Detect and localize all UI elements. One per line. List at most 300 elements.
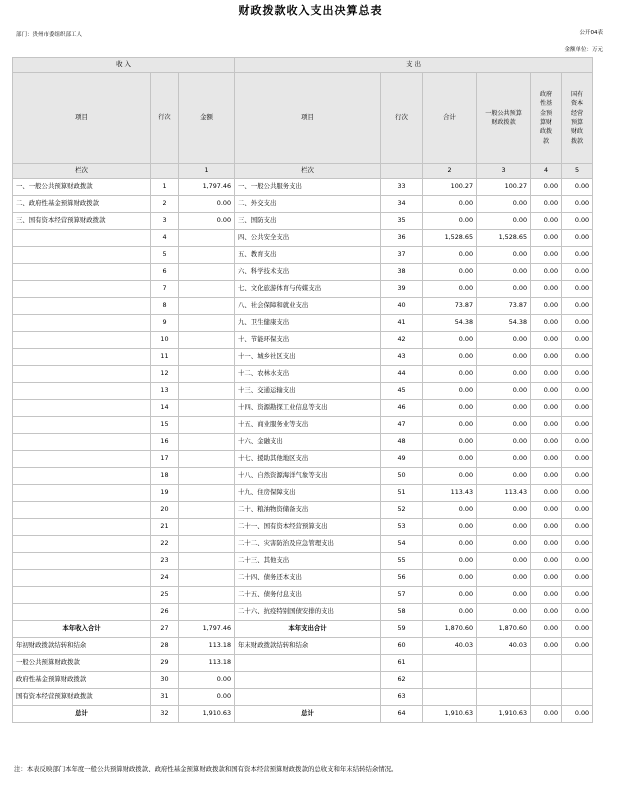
soe-capital-amount: 0.00 <box>562 247 593 264</box>
table-row <box>13 587 593 604</box>
gov-fund-amount: 0.00 <box>531 264 562 281</box>
gov-fund-amount: 0.00 <box>531 638 562 655</box>
expense-item: 十九、住房保障支出 <box>235 485 381 502</box>
income-item <box>13 298 151 315</box>
income-line: 1 <box>151 179 179 196</box>
income-line: 20 <box>151 502 179 519</box>
expense-line: 39 <box>381 281 423 298</box>
table-row <box>13 536 593 553</box>
soe-capital-amount: 0.00 <box>562 638 593 655</box>
expense-line: 58 <box>381 604 423 621</box>
col-number: 5 <box>562 164 593 179</box>
income-line: 16 <box>151 434 179 451</box>
gov-fund-amount: 0.00 <box>531 298 562 315</box>
table-row <box>13 281 593 298</box>
soe-capital-amount: 0.00 <box>562 196 593 213</box>
income-item <box>13 536 151 553</box>
income-amount <box>179 332 235 349</box>
income-line: 8 <box>151 298 179 315</box>
general-budget-header: 一般公共预算财政拨款 <box>477 73 531 164</box>
total-amount <box>423 689 477 706</box>
total-amount <box>423 655 477 672</box>
income-amount: 1,797.46 <box>179 179 235 196</box>
expense-item: 年末财政拨款结转和结余 <box>235 638 381 655</box>
total-amount: 0.00 <box>423 366 477 383</box>
income-amount <box>179 315 235 332</box>
form-code: 公开04表 <box>579 30 603 36</box>
soe-capital-amount: 0.00 <box>562 264 593 281</box>
expense-line: 44 <box>381 366 423 383</box>
expense-item: 十、节能环保支出 <box>235 332 381 349</box>
general-budget-amount: 1,910.63 <box>477 706 531 723</box>
expense-line: 48 <box>381 434 423 451</box>
soe-capital-amount: 0.00 <box>562 468 593 485</box>
general-budget-amount: 0.00 <box>477 519 531 536</box>
income-amount <box>179 502 235 519</box>
gov-fund-header: 政府性基金预算财政拨款 <box>531 73 562 164</box>
expense-line: 55 <box>381 553 423 570</box>
general-budget-amount: 0.00 <box>477 536 531 553</box>
total-amount: 113.43 <box>423 485 477 502</box>
income-item <box>13 417 151 434</box>
general-budget-amount: 0.00 <box>477 553 531 570</box>
general-budget-amount: 0.00 <box>477 570 531 587</box>
expense-line: 49 <box>381 451 423 468</box>
expense-line: 37 <box>381 247 423 264</box>
soe-capital-amount: 0.00 <box>562 570 593 587</box>
income-item <box>13 366 151 383</box>
expense-item: 五、教育支出 <box>235 247 381 264</box>
total-amount: 0.00 <box>423 281 477 298</box>
table-row <box>13 264 593 281</box>
income-amount: 1,910.63 <box>179 706 235 723</box>
table-row <box>13 553 593 570</box>
soe-capital-amount: 0.00 <box>562 502 593 519</box>
page-title: 财政拨款收入支出决算总表 <box>238 4 383 17</box>
gov-fund-amount: 0.00 <box>531 706 562 723</box>
soe-capital-amount: 0.00 <box>562 349 593 366</box>
income-amount-header: 金额 <box>179 73 235 164</box>
col-number: 4 <box>531 164 562 179</box>
income-item: 二、政府性基金预算财政拨款 <box>13 196 151 213</box>
table-row <box>13 655 593 672</box>
total-amount: 0.00 <box>423 587 477 604</box>
income-amount: 1,797.46 <box>179 621 235 638</box>
income-line-header: 行次 <box>151 73 179 164</box>
income-amount <box>179 383 235 400</box>
expense-item: 二十六、抗疫特别国债安排的支出 <box>235 604 381 621</box>
income-line: 12 <box>151 366 179 383</box>
col-number: 1 <box>179 164 235 179</box>
expense-item: 七、文化旅游体育与传媒支出 <box>235 281 381 298</box>
expense-item: 十一、城乡社区支出 <box>235 349 381 366</box>
table-row <box>13 332 593 349</box>
gov-fund-amount: 0.00 <box>531 621 562 638</box>
income-item: 国有资本经营预算财政拨款 <box>13 689 151 706</box>
total-amount: 40.03 <box>423 638 477 655</box>
soe-capital-amount: 0.00 <box>562 485 593 502</box>
expense-item: 二十、粮油物资储备支出 <box>235 502 381 519</box>
income-line: 9 <box>151 315 179 332</box>
total-amount: 0.00 <box>423 400 477 417</box>
income-item <box>13 468 151 485</box>
total-amount: 0.00 <box>423 417 477 434</box>
income-line: 19 <box>151 485 179 502</box>
expense-line: 50 <box>381 468 423 485</box>
general-budget-amount: 1,870.60 <box>477 621 531 638</box>
expense-item: 二十三、其他支出 <box>235 553 381 570</box>
gov-fund-amount: 0.00 <box>531 315 562 332</box>
income-item <box>13 553 151 570</box>
expense-line: 43 <box>381 349 423 366</box>
income-item <box>13 315 151 332</box>
income-item <box>13 349 151 366</box>
table-row <box>13 485 593 502</box>
total-amount: 0.00 <box>423 553 477 570</box>
general-budget-amount: 0.00 <box>477 451 531 468</box>
general-budget-amount <box>477 655 531 672</box>
income-item: 一般公共预算财政拨款 <box>13 655 151 672</box>
gov-fund-amount: 0.00 <box>531 587 562 604</box>
income-item: 本年收入合计 <box>13 621 151 638</box>
gov-fund-amount: 0.00 <box>531 519 562 536</box>
expense-item-header: 项目 <box>235 73 381 164</box>
income-amount <box>179 468 235 485</box>
soe-capital-amount: 0.00 <box>562 400 593 417</box>
income-amount: 0.00 <box>179 213 235 230</box>
expense-line-header: 行次 <box>381 73 423 164</box>
expense-line: 45 <box>381 383 423 400</box>
gov-fund-amount: 0.00 <box>531 604 562 621</box>
income-amount <box>179 587 235 604</box>
total-amount: 0.00 <box>423 383 477 400</box>
table-row <box>13 434 593 451</box>
income-amount <box>179 434 235 451</box>
expense-line: 61 <box>381 655 423 672</box>
table-row <box>13 400 593 417</box>
expense-item: 二、外交支出 <box>235 196 381 213</box>
income-item <box>13 264 151 281</box>
expense-line: 47 <box>381 417 423 434</box>
general-budget-amount: 54.38 <box>477 315 531 332</box>
general-budget-amount: 100.27 <box>477 179 531 196</box>
income-item <box>13 281 151 298</box>
general-budget-amount: 0.00 <box>477 247 531 264</box>
general-budget-amount <box>477 672 531 689</box>
expense-line: 56 <box>381 570 423 587</box>
income-amount <box>179 230 235 247</box>
soe-capital-amount: 0.00 <box>562 553 593 570</box>
income-line: 18 <box>151 468 179 485</box>
general-budget-amount: 0.00 <box>477 264 531 281</box>
department-label: 部门：贵州市委组织部工人 <box>16 32 83 38</box>
general-budget-amount: 0.00 <box>477 281 531 298</box>
income-amount <box>179 519 235 536</box>
soe-capital-amount: 0.00 <box>562 179 593 196</box>
gov-fund-amount <box>531 672 562 689</box>
col-number: 3 <box>477 164 531 179</box>
income-item <box>13 451 151 468</box>
income-line: 26 <box>151 604 179 621</box>
income-amount <box>179 553 235 570</box>
income-item <box>13 519 151 536</box>
income-amount <box>179 281 235 298</box>
general-budget-amount: 0.00 <box>477 417 531 434</box>
expense-item <box>235 655 381 672</box>
total-amount: 0.00 <box>423 434 477 451</box>
table-row <box>13 604 593 621</box>
expense-item: 十八、自然资源海洋气象等支出 <box>235 468 381 485</box>
lanci-label: 栏次 <box>235 164 381 179</box>
general-budget-amount: 113.43 <box>477 485 531 502</box>
income-amount <box>179 349 235 366</box>
table-row <box>13 213 593 230</box>
income-item: 一、一般公共预算财政拨款 <box>13 179 151 196</box>
gov-fund-amount: 0.00 <box>531 213 562 230</box>
income-amount <box>179 485 235 502</box>
total-amount: 0.00 <box>423 451 477 468</box>
income-amount <box>179 264 235 281</box>
total-amount: 100.27 <box>423 179 477 196</box>
gov-fund-amount: 0.00 <box>531 383 562 400</box>
expense-line: 34 <box>381 196 423 213</box>
expense-line: 59 <box>381 621 423 638</box>
total-amount: 0.00 <box>423 264 477 281</box>
soe-capital-amount: 0.00 <box>562 604 593 621</box>
expense-item <box>235 689 381 706</box>
soe-capital-amount: 0.00 <box>562 621 593 638</box>
income-amount: 113.18 <box>179 638 235 655</box>
gov-fund-amount: 0.00 <box>531 366 562 383</box>
total-amount: 0.00 <box>423 468 477 485</box>
general-budget-amount: 1,528.65 <box>477 230 531 247</box>
expense-item: 十四、资源勘探工业信息等支出 <box>235 400 381 417</box>
income-line: 6 <box>151 264 179 281</box>
soe-capital-amount: 0.00 <box>562 315 593 332</box>
income-line: 4 <box>151 230 179 247</box>
expense-line: 36 <box>381 230 423 247</box>
unit-label: 金额单位：万元 <box>564 47 603 53</box>
soe-capital-amount: 0.00 <box>562 230 593 247</box>
income-item <box>13 570 151 587</box>
income-line: 11 <box>151 349 179 366</box>
gov-fund-amount: 0.00 <box>531 247 562 264</box>
income-item: 年初财政拨款结转和结余 <box>13 638 151 655</box>
gov-fund-amount <box>531 655 562 672</box>
income-line: 15 <box>151 417 179 434</box>
income-line: 27 <box>151 621 179 638</box>
expense-line: 35 <box>381 213 423 230</box>
total-amount: 0.00 <box>423 536 477 553</box>
table-row <box>13 179 593 196</box>
soe-capital-amount: 0.00 <box>562 298 593 315</box>
expense-item: 十六、金融支出 <box>235 434 381 451</box>
table-row <box>13 570 593 587</box>
income-amount: 113.18 <box>179 655 235 672</box>
table-row <box>13 638 593 655</box>
income-item: 总计 <box>13 706 151 723</box>
income-item <box>13 604 151 621</box>
expense-line: 62 <box>381 672 423 689</box>
income-line: 28 <box>151 638 179 655</box>
table-row <box>13 706 593 723</box>
income-item <box>13 332 151 349</box>
gov-fund-amount: 0.00 <box>531 570 562 587</box>
table-row <box>13 349 593 366</box>
income-amount <box>179 604 235 621</box>
income-line: 2 <box>151 196 179 213</box>
total-amount <box>423 672 477 689</box>
expense-item: 八、社会保障和就业支出 <box>235 298 381 315</box>
gov-fund-amount: 0.00 <box>531 434 562 451</box>
income-amount <box>179 570 235 587</box>
total-amount: 0.00 <box>423 519 477 536</box>
income-header: 收 入 <box>13 58 235 73</box>
income-amount <box>179 400 235 417</box>
expense-line: 51 <box>381 485 423 502</box>
income-item <box>13 502 151 519</box>
table-row <box>13 315 593 332</box>
gov-fund-amount: 0.00 <box>531 417 562 434</box>
gov-fund-amount: 0.00 <box>531 179 562 196</box>
expense-item: 六、科学技术支出 <box>235 264 381 281</box>
income-line: 3 <box>151 213 179 230</box>
table-row <box>13 468 593 485</box>
income-item-header: 项目 <box>13 73 151 164</box>
income-item <box>13 587 151 604</box>
gov-fund-amount: 0.00 <box>531 451 562 468</box>
total-amount: 0.00 <box>423 502 477 519</box>
expense-item: 九、卫生健康支出 <box>235 315 381 332</box>
general-budget-amount: 0.00 <box>477 468 531 485</box>
table-row <box>13 451 593 468</box>
table-row <box>13 366 593 383</box>
expense-item: 十三、交通运输支出 <box>235 383 381 400</box>
gov-fund-amount <box>531 689 562 706</box>
income-line: 25 <box>151 587 179 604</box>
income-amount <box>179 298 235 315</box>
expense-line: 42 <box>381 332 423 349</box>
total-amount: 0.00 <box>423 332 477 349</box>
table-row <box>13 519 593 536</box>
income-item: 三、国有资本经营预算财政拨款 <box>13 213 151 230</box>
income-amount <box>179 247 235 264</box>
table-row <box>13 417 593 434</box>
table-row <box>13 196 593 213</box>
general-budget-amount: 40.03 <box>477 638 531 655</box>
income-line: 7 <box>151 281 179 298</box>
expense-item: 十七、援助其他地区支出 <box>235 451 381 468</box>
general-budget-amount: 0.00 <box>477 349 531 366</box>
total-amount: 0.00 <box>423 213 477 230</box>
soe-capital-amount: 0.00 <box>562 519 593 536</box>
expense-line: 41 <box>381 315 423 332</box>
table-row <box>13 383 593 400</box>
soe-capital-amount <box>562 672 593 689</box>
table-row <box>13 621 593 638</box>
income-line: 30 <box>151 672 179 689</box>
gov-fund-amount: 0.00 <box>531 468 562 485</box>
income-item <box>13 247 151 264</box>
expense-item: 三、国防支出 <box>235 213 381 230</box>
expense-line: 53 <box>381 519 423 536</box>
income-item: 政府性基金预算财政拨款 <box>13 672 151 689</box>
soe-capital-amount: 0.00 <box>562 281 593 298</box>
general-budget-amount: 0.00 <box>477 502 531 519</box>
soe-capital-amount: 0.00 <box>562 434 593 451</box>
income-line: 31 <box>151 689 179 706</box>
table-row <box>13 247 593 264</box>
general-budget-amount: 0.00 <box>477 196 531 213</box>
income-line: 13 <box>151 383 179 400</box>
table-row <box>13 502 593 519</box>
expense-line: 57 <box>381 587 423 604</box>
soe-capital-amount: 0.00 <box>562 383 593 400</box>
expense-item: 二十四、债务还本支出 <box>235 570 381 587</box>
general-budget-amount: 0.00 <box>477 604 531 621</box>
income-amount <box>179 417 235 434</box>
soe-capital-amount: 0.00 <box>562 366 593 383</box>
expense-line: 64 <box>381 706 423 723</box>
total-amount: 0.00 <box>423 349 477 366</box>
gov-fund-amount: 0.00 <box>531 400 562 417</box>
gov-fund-amount: 0.00 <box>531 332 562 349</box>
expense-item: 十二、农林水支出 <box>235 366 381 383</box>
gov-fund-amount: 0.00 <box>531 553 562 570</box>
income-item <box>13 383 151 400</box>
footnote: 注：本表反映部门本年度一般公共预算财政拨款、政府性基金预算财政拨款和国有资本经营预算财政拨款的总收支和年末结转结余情况。 <box>14 765 398 773</box>
general-budget-amount <box>477 689 531 706</box>
income-amount: 0.00 <box>179 196 235 213</box>
soe-capital-amount: 0.00 <box>562 536 593 553</box>
total-amount: 54.38 <box>423 315 477 332</box>
gov-fund-amount: 0.00 <box>531 281 562 298</box>
soe-capital-amount: 0.00 <box>562 417 593 434</box>
gov-fund-amount: 0.00 <box>531 196 562 213</box>
general-budget-amount: 0.00 <box>477 332 531 349</box>
total-amount: 1,528.65 <box>423 230 477 247</box>
income-amount: 0.00 <box>179 689 235 706</box>
income-line: 14 <box>151 400 179 417</box>
income-amount: 0.00 <box>179 672 235 689</box>
soe-capital-header: 国有资本经营预算财政拨款 <box>562 73 593 164</box>
gov-fund-amount: 0.00 <box>531 349 562 366</box>
lanci-label: 栏次 <box>13 164 151 179</box>
total-amount: 1,870.60 <box>423 621 477 638</box>
gov-fund-amount: 0.00 <box>531 536 562 553</box>
expense-line: 40 <box>381 298 423 315</box>
expense-line: 46 <box>381 400 423 417</box>
income-line: 10 <box>151 332 179 349</box>
table-row <box>13 230 593 247</box>
budget-table <box>12 57 593 723</box>
gov-fund-amount: 0.00 <box>531 230 562 247</box>
total-amount: 0.00 <box>423 570 477 587</box>
col-number: 2 <box>423 164 477 179</box>
soe-capital-amount <box>562 655 593 672</box>
general-budget-amount: 0.00 <box>477 383 531 400</box>
expense-item: 四、公共安全支出 <box>235 230 381 247</box>
income-line: 17 <box>151 451 179 468</box>
general-budget-amount: 0.00 <box>477 434 531 451</box>
expense-line: 38 <box>381 264 423 281</box>
soe-capital-amount: 0.00 <box>562 332 593 349</box>
general-budget-amount: 0.00 <box>477 400 531 417</box>
income-line: 22 <box>151 536 179 553</box>
total-amount: 0.00 <box>423 196 477 213</box>
table-row <box>13 689 593 706</box>
general-budget-amount: 0.00 <box>477 213 531 230</box>
